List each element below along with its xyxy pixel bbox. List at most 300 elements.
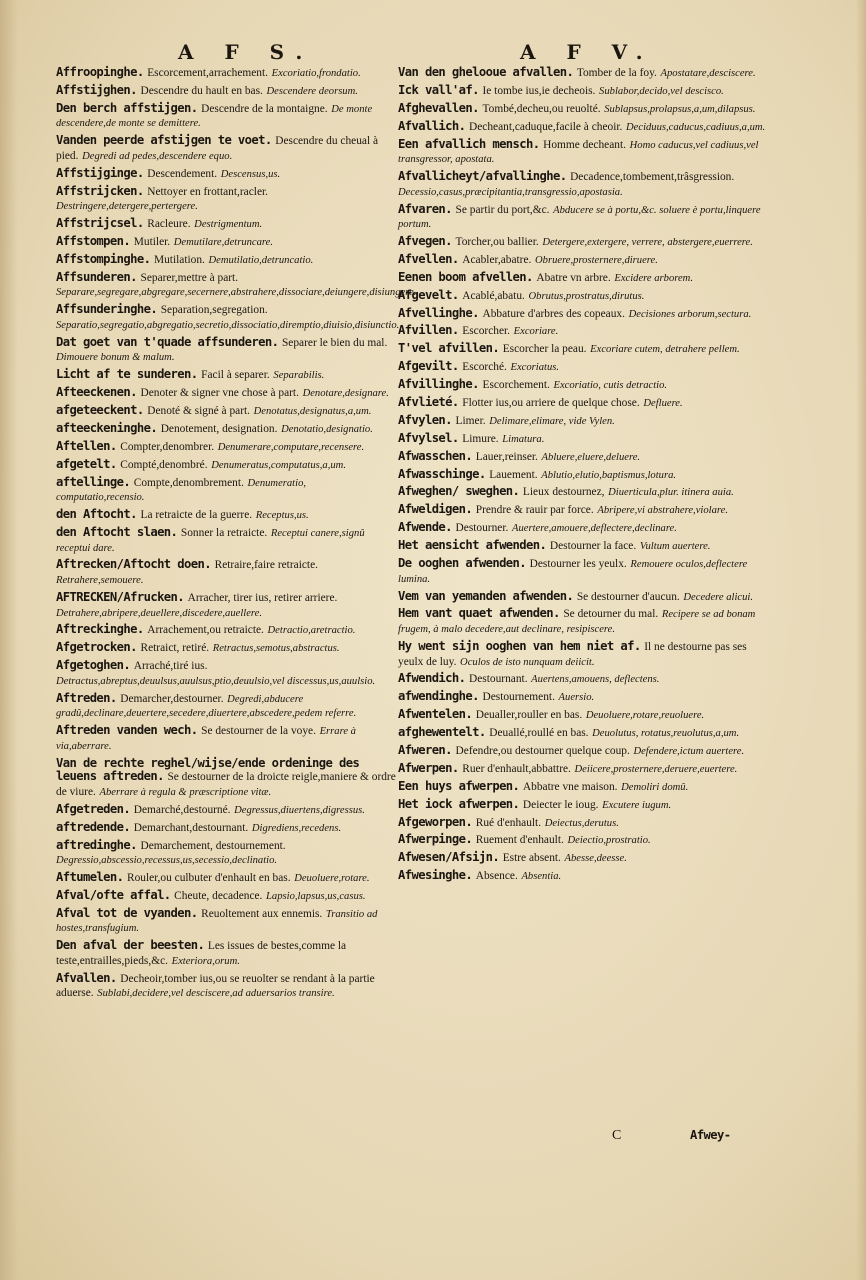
dictionary-entry: [56, 422, 396, 437]
entry-french-gloss: Escorchement.: [482, 379, 550, 392]
dictionary-entry: [398, 450, 770, 465]
entry-latin-gloss: Sublabor,decido,vel descisco.: [599, 85, 724, 97]
entry-headword: Een afvallich mensch.: [398, 136, 540, 151]
entry-latin-gloss: Detractio,aretractio.: [267, 625, 356, 637]
entry-french-gloss: La retraicte de la guerre.: [140, 509, 253, 522]
entry-french-gloss: Denoté & signé à part.: [147, 405, 251, 418]
entry-latin-gloss: Excidere arborem.: [614, 272, 693, 284]
entry-headword: afgeteeckent.: [56, 403, 144, 418]
entry-headword: Afghevallen.: [398, 100, 479, 115]
entry-latin-gloss: Decessio,casus,præcipitantia,transgressio,apostasia.: [398, 186, 623, 198]
entry-headword: AFTRECKEN/Afrucken.: [56, 589, 185, 604]
dictionary-entry: [398, 66, 770, 81]
entry-latin-gloss: Limatura.: [502, 433, 545, 445]
entry-latin-gloss: Sublabi,decidere,vel desciscere,ad aduersarios transire.: [97, 988, 335, 1000]
dictionary-entry: [398, 672, 770, 687]
entry-headword: Affstijghen.: [56, 82, 137, 97]
entry-headword: aftredinghe.: [56, 837, 137, 852]
dictionary-entry: [398, 342, 770, 357]
dictionary-entry: [398, 414, 770, 429]
left-column: [56, 65, 417, 1004]
entry-latin-gloss: Dimouere bonum & malum.: [56, 352, 175, 364]
dictionary-entry: [56, 66, 396, 81]
entry-french-gloss: Se destourner de la voye.: [201, 725, 316, 738]
entry-headword: Van den ghelooue afvallen.: [398, 65, 574, 79]
entry-headword: Afgetreden.: [56, 801, 131, 816]
entry-headword: Een huys afwerpen.: [398, 778, 520, 793]
entry-headword: aftellinge.: [56, 474, 131, 489]
entry-french-gloss: Lieux destournez,: [522, 486, 605, 499]
entry-latin-gloss: Degredi ad pedes,descendere equo.: [82, 150, 233, 162]
entry-headword: Afvegen.: [398, 234, 452, 249]
entry-latin-gloss: Obrutus,prostratus,dirutus.: [528, 290, 645, 302]
entry-french-gloss: Descendre de la montaigne.: [201, 102, 328, 115]
entry-latin-gloss: Excoriare cutem, detrahere pellem.: [590, 344, 740, 356]
entry-headword: Vem van yemanden afwenden.: [398, 588, 574, 603]
entry-latin-gloss: Degressio,abscessio,recessus,us,secessio,declinatio.: [56, 855, 278, 867]
entry-latin-gloss: Denotare,designare.: [302, 388, 389, 400]
entry-latin-gloss: Denumeratio, computatio,recensio.: [56, 477, 307, 504]
entry-latin-gloss: Abducere se à portu,&c. soluere è portu,linquere portum.: [398, 204, 761, 231]
entry-latin-gloss: Vultum auertere.: [639, 541, 711, 553]
entry-headword: Afwesen/Afsijn.: [398, 850, 500, 865]
entry-latin-gloss: Homo caducus,vel cadiuus,vel transgressor, apostata.: [398, 139, 759, 166]
entry-french-gloss: Decheoir,tomber ius,ou se reuolter se rendant à la partie aduerse.: [56, 972, 375, 1000]
entry-headword: Affroopinghe.: [56, 65, 144, 79]
entry-french-gloss: Defendre,ou destourner quelque coup.: [455, 744, 630, 757]
entry-french-gloss: Escorcher la peau.: [502, 343, 587, 356]
entry-latin-gloss: Apostatare,desciscere.: [660, 68, 756, 79]
entry-french-gloss: Se destourner de la droicte reigle,maniere & ordre de viure.: [56, 771, 396, 798]
entry-headword: Afwesinghe.: [398, 868, 473, 883]
entry-headword: Hy went sijn ooghen van hem niet af.: [398, 638, 641, 653]
entry-latin-gloss: Degressus,diuertens,digressus.: [234, 804, 365, 816]
entry-headword: Van de rechte reghel/wijse/ende ordeninge des leuens aftreden.: [56, 755, 360, 784]
entry-headword: Het iock afwerpen.: [398, 796, 520, 811]
dictionary-entry: [398, 726, 770, 741]
dictionary-entry: [56, 235, 396, 250]
entry-latin-gloss: Defluere.: [643, 398, 683, 410]
entry-french-gloss: Destourner les yeulx.: [529, 558, 627, 571]
dictionary-entry: [398, 120, 770, 135]
dictionary-entry: [56, 476, 396, 505]
dictionary-entry: [398, 833, 770, 848]
entry-french-gloss: Compter,denombrer.: [120, 440, 215, 453]
dictionary-entry: [398, 521, 770, 536]
dictionary-entry: [56, 336, 396, 365]
entry-french-gloss: Separer le bien du mal.: [281, 336, 388, 349]
entry-latin-gloss: Deuoluere,rotare,reuoluere.: [585, 710, 705, 722]
entry-french-gloss: Demarchement, destournement.: [140, 839, 286, 852]
entry-french-gloss: Se detourner du mal.: [563, 608, 659, 621]
dictionary-entry: [398, 253, 770, 268]
entry-headword: Afvlieté.: [398, 395, 459, 410]
entry-french-gloss: Prendre & rauir par force.: [475, 504, 594, 517]
entry-latin-gloss: Lapsio,lapsus,us,casus.: [266, 890, 366, 902]
dictionary-entry: [398, 271, 770, 286]
entry-latin-gloss: Separabilis.: [273, 370, 325, 382]
entry-french-gloss: Retraict, retiré.: [140, 642, 210, 655]
dictionary-entry: [398, 590, 770, 605]
entry-headword: afteeckeninghe.: [56, 420, 158, 435]
entry-headword: den Aftocht.: [56, 507, 137, 522]
entry-headword: T'vel afvillen.: [398, 341, 500, 356]
entry-latin-gloss: Receptus,us.: [255, 510, 309, 522]
dictionary-entry: [56, 508, 396, 523]
entry-french-gloss: Ruer d'enhault,abbattre.: [462, 762, 571, 775]
dictionary-entry: [398, 360, 770, 375]
catchword: Afwey-: [690, 1128, 731, 1142]
entry-latin-gloss: Diuerticula,plur. itinera auia.: [608, 487, 734, 499]
dictionary-entry: [56, 972, 396, 1001]
entry-headword: Afvallen.: [56, 970, 117, 985]
entry-headword: Afweldigen.: [398, 502, 473, 517]
entry-latin-gloss: Defendere,ictum auertere.: [633, 745, 745, 757]
entry-french-gloss: Tombé,decheu,ou reuolté.: [482, 102, 601, 115]
dictionary-entry: [398, 744, 770, 759]
entry-headword: Affstrijcken.: [56, 183, 144, 198]
entry-french-gloss: Compté,denombré.: [120, 458, 208, 471]
entry-headword: Afwerpinge.: [398, 832, 473, 847]
entry-french-gloss: Estre absent.: [502, 852, 561, 865]
dictionary-entry: [56, 839, 396, 868]
entry-french-gloss: Acabler,abatre.: [462, 253, 532, 266]
entry-latin-gloss: Errare à via,aberrare.: [56, 726, 356, 752]
entry-headword: Afwasschinge.: [398, 466, 486, 481]
entry-latin-gloss: Excoriare.: [513, 326, 559, 338]
dictionary-entry: [398, 235, 770, 250]
dictionary-entry: [56, 458, 396, 473]
dictionary-entry: [398, 539, 770, 554]
entry-latin-gloss: Delimare,elimare, vide Vylen.: [489, 415, 615, 427]
entry-headword: Afval/ofte affal.: [56, 887, 171, 902]
entry-headword: Afvallicheyt/afvallinghe.: [398, 169, 567, 184]
entry-headword: Den afval der beesten.: [56, 938, 205, 953]
entry-headword: Eenen boom afvellen.: [398, 269, 533, 284]
entry-headword: Afgevilt.: [398, 359, 459, 374]
entry-french-gloss: Ruement d'enhault.: [475, 834, 564, 847]
entry-headword: Afvellen.: [398, 251, 459, 266]
entry-french-gloss: Sonner la retraicte.: [180, 526, 268, 539]
entry-latin-gloss: Denotatus,designatus,a,um.: [253, 406, 372, 418]
entry-headword: Afweren.: [398, 742, 452, 757]
entry-headword: Afgeworpen.: [398, 814, 473, 829]
entry-french-gloss: Deiecter le ioug.: [522, 798, 599, 811]
entry-french-gloss: Se destourner d'aucun.: [576, 590, 680, 603]
dictionary-entry: [398, 102, 770, 117]
dictionary-entry: [56, 659, 396, 688]
entry-latin-gloss: Degredi,abducere gradû,declinare,deuertere,secedere,diuertere,abscedere,pedem referre.: [56, 693, 357, 720]
entry-french-gloss: Lauer,reinser.: [475, 450, 538, 463]
signature-mark: C: [612, 1128, 622, 1143]
entry-french-gloss: Il ne destourne pas ses yeulx de luy.: [398, 640, 747, 668]
entry-headword: Aftumelen.: [56, 870, 124, 884]
entry-latin-gloss: Digrediens,recedens.: [251, 822, 342, 834]
entry-french-gloss: Se partir du port,&c.: [455, 203, 550, 216]
entry-headword: Den berch affstijgen.: [56, 100, 198, 115]
entry-french-gloss: Flotter ius,ou arriere de quelque chose.: [462, 397, 640, 410]
entry-latin-gloss: Obruere,prosternere,diruere.: [535, 254, 658, 266]
dictionary-entry: [56, 302, 400, 332]
entry-latin-gloss: Oculos de isto nunquam deiicit.: [460, 656, 595, 668]
dictionary-entry: [56, 692, 396, 721]
entry-latin-gloss: Excoriatio,frondatio.: [271, 68, 361, 79]
entry-latin-gloss: Retrahere,semouere.: [56, 575, 144, 587]
entry-headword: Aftreden vanden wech.: [56, 723, 198, 738]
entry-latin-gloss: Detrahere,abripere,deuellere,discedere,auellere.: [56, 607, 263, 619]
entry-french-gloss: Cheute, decadence.: [174, 889, 263, 902]
entry-latin-gloss: Demoliri domû.: [621, 781, 689, 793]
dictionary-entry: [56, 102, 396, 131]
dictionary-entry: [56, 939, 396, 968]
dictionary-entry: [398, 780, 770, 795]
entry-french-gloss: Acablé,abatu.: [462, 289, 525, 302]
entry-headword: Aftreckinghe.: [56, 622, 144, 637]
entry-french-gloss: Nettoyer en frottant,racler.: [147, 185, 269, 198]
entry-headword: Licht af te sunderen.: [56, 367, 198, 382]
dictionary-entry: [398, 503, 770, 518]
entry-french-gloss: Arracher, tirer ius, retirer arriere.: [187, 591, 338, 604]
entry-latin-gloss: Remouere oculos,deflectere lumina.: [398, 559, 748, 585]
entry-headword: Affstompinghe.: [56, 251, 151, 266]
entry-latin-gloss: Separare,segregare,abgregare,secernere,abstrahere,dissociare,deiungere,disiungere.: [56, 287, 417, 299]
entry-headword: Afwende.: [398, 520, 452, 535]
entry-headword: afgetelt.: [56, 456, 117, 471]
entry-french-gloss: Racleure.: [147, 218, 191, 231]
entry-french-gloss: Demarchant,destournant.: [133, 821, 249, 834]
dictionary-entry: [56, 368, 396, 383]
entry-headword: Afwasschen.: [398, 448, 473, 463]
entry-headword: Afvaren.: [398, 201, 452, 216]
entry-headword: Affsunderinghe.: [56, 302, 158, 317]
entry-latin-gloss: Aberrare à regula & præscriptione vitæ.: [99, 786, 272, 798]
entry-latin-gloss: Transitio ad hostes,transfugium.: [56, 908, 378, 935]
dictionary-entry: [398, 203, 770, 232]
entry-headword: Aftrecken/Aftocht doen.: [56, 557, 211, 572]
entry-latin-gloss: Decisiones arborum,sectura.: [628, 308, 752, 320]
entry-french-gloss: Decadence,tombement,trâsgression.: [570, 171, 735, 184]
entry-french-gloss: Demarché,destourné.: [133, 803, 231, 816]
dictionary-entry: [56, 185, 396, 214]
entry-headword: Ick vall'af.: [398, 82, 479, 97]
entry-latin-gloss: Exteriora,orum.: [171, 955, 240, 967]
entry-latin-gloss: Auersio.: [558, 692, 595, 704]
entry-french-gloss: Descendre du cheual à pied.: [56, 135, 379, 162]
entry-french-gloss: Separation,segregation.: [160, 304, 268, 317]
page-edge-shadow: [856, 0, 866, 1280]
dictionary-entry: [56, 821, 396, 836]
entry-french-gloss: Destourner.: [455, 522, 509, 535]
entry-latin-gloss: Decedere alicui.: [683, 591, 754, 603]
entry-latin-gloss: Deuoluere,rotare.: [294, 873, 370, 884]
dictionary-entry: [56, 167, 396, 182]
entry-latin-gloss: Demutilare,detruncare.: [173, 237, 274, 249]
entry-headword: Affstompen.: [56, 234, 131, 249]
entry-latin-gloss: Excoriatio, cutis detractio.: [553, 380, 668, 392]
entry-headword: Het aensicht afwenden.: [398, 538, 547, 553]
dictionary-entry: [56, 217, 396, 232]
dictionary-entry: [398, 690, 770, 705]
entry-latin-gloss: Descendere deorsum.: [266, 85, 358, 97]
dictionary-entry: [56, 641, 396, 656]
entry-latin-gloss: Absentia.: [521, 871, 562, 883]
entry-headword: Afwentelen.: [398, 707, 473, 722]
entry-headword: Afvylsel.: [398, 430, 459, 445]
entry-latin-gloss: Abripere,vi abstrahere,violare.: [597, 505, 728, 517]
dictionary-entry: [56, 269, 417, 300]
dictionary-entry: [398, 607, 770, 636]
entry-latin-gloss: Detractus,abreptus,deuulsus,auulsus,ptio,deuulsio,vel discessus,us,auulsio.: [56, 675, 376, 687]
dictionary-entry: [56, 84, 396, 99]
dictionary-entry: [56, 803, 396, 818]
entry-french-gloss: Destournant.: [469, 673, 528, 686]
entry-french-gloss: Arrachement,ou retraicte.: [147, 624, 264, 637]
entry-french-gloss: Ie tombe ius,ie decheois.: [482, 84, 596, 97]
entry-latin-gloss: Abesse,deesse.: [564, 853, 627, 865]
entry-french-gloss: Les issues de bestes,comme la teste,entrailles,pieds,&c.: [56, 940, 347, 967]
entry-latin-gloss: Denotatio,designatio.: [281, 423, 373, 435]
entry-headword: De ooghen afwenden.: [398, 556, 527, 571]
entry-headword: afghewentelt.: [398, 725, 486, 740]
dictionary-entry: [398, 138, 770, 167]
entry-latin-gloss: Auertere,amouere,deflectere,declinare.: [511, 523, 677, 535]
entry-headword: Afvellinghe.: [398, 305, 479, 320]
entry-headword: aftredende.: [56, 819, 131, 834]
dictionary-entry: [56, 907, 396, 936]
entry-french-gloss: Mutiler.: [133, 236, 171, 249]
entry-headword: den Aftocht slaen.: [56, 524, 178, 539]
entry-french-gloss: Demarcher,destourner.: [120, 692, 224, 705]
entry-french-gloss: Decheant,caduque,facile à cheoir.: [469, 120, 623, 133]
entry-headword: Afvillinghe.: [398, 377, 479, 392]
entry-french-gloss: Descendre du hault en bas.: [140, 84, 263, 97]
entry-french-gloss: Escorcher.: [462, 325, 511, 338]
dictionary-entry: [398, 485, 770, 500]
right-running-head: A F V.: [520, 40, 655, 64]
entry-latin-gloss: Excoriatus.: [510, 362, 560, 374]
entry-latin-gloss: Demutilatio,detruncatio.: [208, 254, 314, 266]
entry-french-gloss: Deualler,rouller en bas.: [475, 709, 583, 722]
entry-french-gloss: Escorché.: [462, 361, 507, 374]
dictionary-entry: [56, 889, 396, 904]
entry-french-gloss: Rué d'enhault.: [475, 816, 542, 829]
dictionary-entry: [56, 623, 396, 638]
entry-french-gloss: Compte,denombrement.: [133, 476, 244, 489]
entry-french-gloss: Retraire,faire retraicte.: [214, 559, 318, 572]
entry-latin-gloss: Deiicere,prosternere,deruere,euertere.: [574, 763, 738, 775]
dictionary-entry: [398, 378, 770, 393]
entry-headword: Afwendich.: [398, 671, 466, 686]
entry-headword: Vanden peerde afstijgen te voet.: [56, 133, 272, 148]
dictionary-entry: [398, 468, 770, 483]
dictionary-entry: [56, 871, 396, 886]
dictionary-entry: [56, 558, 396, 587]
dictionary-entry: [56, 253, 396, 268]
entry-french-gloss: Rouler,ou culbuter d'enhault en bas.: [127, 872, 291, 884]
entry-latin-gloss: Deciduus,caducus,cadiuus,a,um.: [626, 121, 766, 133]
entry-latin-gloss: Abluere,eluere,deluere.: [541, 451, 641, 463]
entry-french-gloss: Arraché,tiré ius.: [133, 660, 208, 673]
entry-french-gloss: Denoter & signer vne chose à part.: [140, 387, 299, 400]
entry-french-gloss: Mutilation.: [153, 253, 205, 266]
dictionary-entry: [398, 170, 770, 199]
dictionary-entry: [56, 134, 396, 163]
entry-french-gloss: Destournement.: [482, 691, 555, 704]
entry-french-gloss: Destourner la face.: [549, 540, 637, 553]
entry-french-gloss: Limer.: [455, 414, 486, 427]
entry-latin-gloss: Destrigmentum.: [194, 219, 263, 231]
entry-latin-gloss: De monte descendere,de monte se demittere.: [56, 103, 373, 130]
entry-latin-gloss: Sublapsus,prolapsus,a,um,dilapsus.: [604, 103, 756, 115]
entry-french-gloss: Escorcement,arrachement.: [147, 67, 269, 79]
page-gutter-shadow: [0, 0, 18, 1280]
dictionary-entry: [398, 816, 770, 831]
entry-french-gloss: Separer,mettre à part.: [140, 271, 239, 284]
entry-french-gloss: Tomber de la foy.: [576, 67, 657, 79]
entry-headword: Afgetoghen.: [56, 658, 131, 673]
entry-latin-gloss: Denumeratus,computatus,a,um.: [211, 459, 346, 471]
dictionary-entry: [398, 289, 770, 304]
entry-latin-gloss: Detergere,extergere, verrere, abstergere,euerrere.: [542, 237, 753, 249]
entry-headword: Afgetrocken.: [56, 640, 137, 655]
dictionary-entry: [398, 432, 770, 447]
dictionary-entry: [398, 396, 770, 411]
entry-latin-gloss: Denumerare,computare,recensere.: [217, 441, 365, 453]
entry-latin-gloss: Deuolutus, rotatus,reuolutus,a,um.: [592, 728, 740, 740]
entry-latin-gloss: Separatio,segregatio,abgregatio,secretio,dissociatio,diremptio,diuisio,disiunctio.: [56, 319, 400, 331]
dictionary-entry: [398, 708, 770, 723]
entry-headword: Affstijginge.: [56, 165, 144, 180]
entry-headword: Afvallich.: [398, 118, 466, 133]
right-column: [398, 66, 770, 887]
dictionary-entry: [56, 404, 396, 419]
dictionary-entry: [398, 869, 770, 884]
entry-latin-gloss: Retractus,semotus,abstractus.: [212, 643, 340, 655]
entry-french-gloss: Denotement, designation.: [160, 422, 278, 435]
entry-latin-gloss: Deiectio,prostratio.: [567, 835, 651, 847]
entry-headword: Afweghen/ sweghen.: [398, 484, 520, 499]
dictionary-entry: [56, 526, 396, 555]
entry-latin-gloss: Excutere iugum.: [602, 799, 672, 811]
entry-headword: Afgevelt.: [398, 287, 459, 302]
dictionary-entry: [398, 557, 770, 586]
entry-latin-gloss: Descensus,us.: [220, 168, 281, 180]
entry-headword: Dat goet van t'quade affsunderen.: [56, 334, 279, 349]
entry-latin-gloss: Destringere,detergere,pertergere.: [56, 201, 198, 213]
entry-headword: Afvylen.: [398, 412, 452, 427]
entry-french-gloss: Deuallé,roullé en bas.: [489, 727, 589, 740]
entry-headword: Affsunderen.: [56, 269, 137, 284]
dictionary-entry: [56, 440, 396, 455]
entry-french-gloss: Lauement.: [489, 468, 538, 481]
entry-headword: Aftreden.: [56, 690, 117, 705]
entry-french-gloss: Abatre vn arbre.: [536, 271, 611, 284]
dictionary-entry: [56, 757, 396, 800]
entry-headword: Afteeckenen.: [56, 385, 137, 400]
entry-french-gloss: Torcher,ou ballier.: [455, 236, 539, 249]
entry-french-gloss: Descendement.: [147, 167, 218, 180]
entry-french-gloss: Absence.: [475, 870, 518, 883]
entry-latin-gloss: Receptui canere,signû receptui dare.: [56, 527, 365, 554]
entry-headword: Afval tot de vyanden.: [56, 905, 198, 920]
dictionary-entry: [398, 84, 770, 99]
dictionary-entry: [398, 640, 770, 669]
left-running-head: A F S.: [178, 40, 315, 64]
entry-french-gloss: Abbatre vne maison.: [522, 780, 618, 793]
dictionary-entry: [56, 591, 396, 620]
entry-headword: Aftellen.: [56, 438, 117, 453]
entry-french-gloss: Abbature d'arbres des copeaux.: [482, 307, 625, 320]
